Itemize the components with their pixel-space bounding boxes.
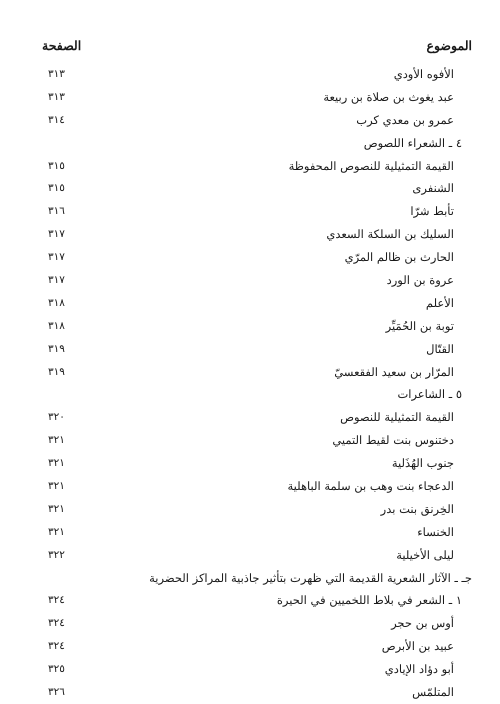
toc-entry [30,109,472,132]
toc-entry-title: جـ ـ الآثار الشعرية القديمة التي ظهرت بتأثير جاذبية المراكز الحضرية [149,570,472,585]
toc-entry [30,589,472,612]
toc-entry-page-number: ٣١٣ [48,68,65,80]
toc-entry [30,498,472,521]
toc-entry-title: عروة بن الورد [386,273,454,288]
toc-entry-page-number: ٣١٧ [48,274,65,287]
toc-entry [30,246,472,269]
toc-entry-title: أبو دؤاد الإيادي [384,662,454,677]
toc-entry [30,383,472,406]
toc-entry-title: القيمة التمثيلية للنصوص [340,410,454,425]
toc-entry-title: عبيد بن الأبرص [381,639,454,654]
toc-entry-title: القتّال [426,341,454,356]
toc-entry-title: ٥ ـ الشاعرات [397,387,462,402]
topic-column-heading: الموضوع [426,38,472,53]
toc-entry [30,63,472,86]
toc-entry-title: ليلى الأخيلية [396,547,454,562]
toc-entry-page-number: ٣١٦ [48,205,65,218]
toc-entry-page-number: ٣٢١ [48,457,65,470]
toc-entry-title: جنوب الهُذَلية [391,456,454,471]
toc-entry-page-number: ٣١٧ [48,228,65,241]
page-column-heading: الصفحة [42,38,82,53]
toc-entry-title: توبة بن الحُمَيِّر [385,318,454,333]
toc-entry-page-number: ٣٢٠ [48,411,65,424]
toc-entry-title: عمرو بن معدي كرب [356,112,454,127]
toc-entry-page-number: ٣١٨ [48,296,65,309]
toc-entry-title: القيمة التمثيلية للنصوص المحفوظة [288,158,454,173]
toc-entry [30,567,472,590]
toc-entry [30,223,472,246]
toc-entry-page-number: ٣١٩ [48,342,65,355]
toc-entry [30,635,472,658]
toc-entry-page-number: ٣٢١ [48,502,65,515]
toc-entry-title: دختنوس بنت لقيط التميي [332,433,454,448]
toc-entry [30,177,472,200]
toc-entry-page-number: ٣١٧ [48,251,65,264]
toc-entry [30,200,472,223]
toc-entry-page-number: ٣٢١ [48,525,65,538]
toc-entry-title: الأفوه الأودي [393,67,454,81]
toc-entry-title: ١ ـ الشعر في بلاط اللخميين في الحيرة [276,593,462,608]
toc-entry-page-number: ٣٢٥ [48,663,65,676]
toc-entry-title: ٤ ـ الشعراء اللصوص [363,135,462,150]
toc-entry-title: المرّار بن سعيد الفقعسيّ [334,364,454,379]
toc-entry [30,681,472,704]
toc-entry [30,86,472,109]
toc-entry-title: الخِرنق بنت بدر [380,501,454,516]
toc-entry [30,269,472,292]
toc-entry-page-number: ٣١٩ [48,365,65,378]
toc-entry-title: المتلمّس [412,685,454,700]
toc-entry-page-number: ٣١٥ [48,159,65,172]
toc-header [30,38,472,58]
toc-entry-title: الأعلم [425,295,454,310]
toc-entry [30,521,472,544]
toc-entry-page-number: ٣٢١ [48,434,65,447]
toc-entry-page-number: ٣١٨ [48,319,65,332]
toc-entry-title: السليك بن السلكة السعدي [326,227,454,242]
toc-entry [30,658,472,681]
toc-entry-page-number: ٣١٤ [48,113,65,126]
toc-entry [30,155,472,178]
toc-entry-page-number: ٣٢٦ [48,686,65,699]
toc-entry-page-number: ٣١٥ [48,182,65,195]
toc-entry-page-number: ٣٢١ [48,480,65,493]
toc-entry [30,292,472,315]
toc-entry-title: الشنفرى [412,181,454,196]
toc-entry [30,361,472,384]
toc-entry-page-number: ٣٢٤ [48,617,65,630]
toc-entry [30,338,472,361]
toc-entry [30,406,472,429]
toc-entry-page-number: ٣١٣ [48,90,65,103]
toc-entry [30,315,472,338]
toc-entry-page-number: ٣٢٤ [48,640,65,653]
toc-entry [30,544,472,567]
toc-entry-title: الدعجاء بنت وهب بن سلمة الباهلية [287,479,454,494]
toc-entry-page-number: ٣٢٤ [48,594,65,607]
toc-entry [30,612,472,635]
toc-entry-title: تأبط شرّا [410,204,454,219]
toc-entry-page-number: ٣٢٢ [48,548,65,561]
toc-entry [30,452,472,475]
toc-entry [30,132,472,155]
toc-entry-title: عبد يغوث بن صلاة بن ربيعة [323,89,454,104]
toc-entries [30,63,472,704]
toc-entry-title: أوس بن حجر [391,616,454,631]
toc-entry [30,429,472,452]
toc-entry [30,475,472,498]
toc-entry-title: الحارث بن ظالم المرّي [344,250,454,265]
toc-entry-title: الخنساء [417,524,454,539]
